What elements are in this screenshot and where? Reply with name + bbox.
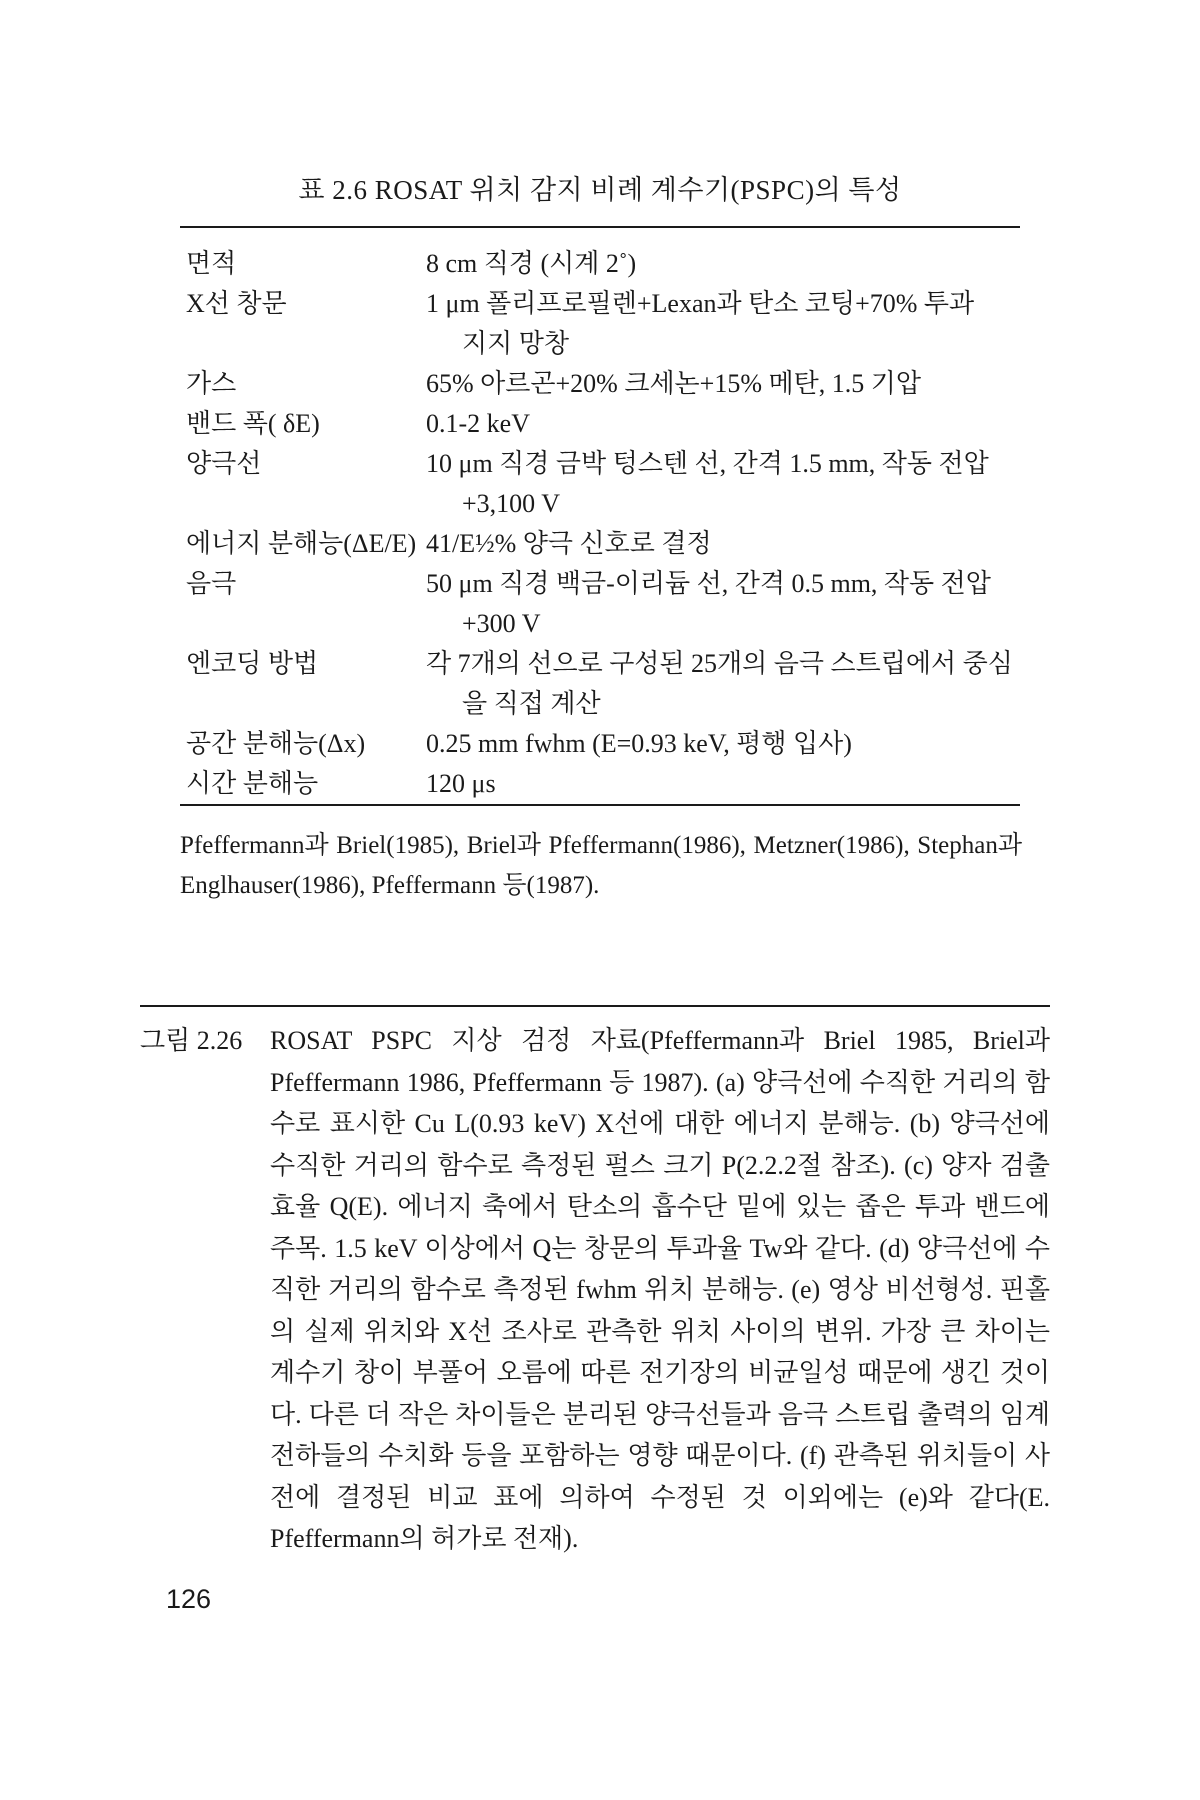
spec-row-energy-resolution [186, 524, 1020, 564]
spec-row-time-resolution [186, 764, 1020, 804]
spec-label: 밴드 폭( δE) [186, 409, 320, 438]
table-top-rule [180, 226, 1020, 228]
spec-row-spatial-resolution [186, 724, 1020, 764]
page-number: 126 [166, 1584, 212, 1614]
spec-value [426, 564, 1020, 644]
spec-value [426, 364, 1020, 404]
spec-label: 공간 분해능(Δx) [186, 729, 366, 758]
figure-caption-head [140, 1020, 1050, 1062]
spec-value [426, 244, 1020, 284]
table-caption: 표 2.6 ROSAT 위치 감지 비례 계수기(PSPC)의 특성 [298, 175, 902, 205]
spec-label: 시간 분해능 [186, 769, 319, 798]
spec-value-text: 41/E½% 양극 신호로 결정 [426, 529, 712, 558]
spec-row-xray-window [186, 284, 1020, 364]
spec-value-text: 10 μm 직경 금박 텅스텐 선, 간격 1.5 mm, 작동 전압 [426, 449, 989, 478]
figure-label: 그림 2.26 [140, 1026, 243, 1055]
spec-value [426, 284, 1020, 364]
spec-value-continuation: 을 직접 계산 [462, 689, 601, 718]
spec-value [426, 444, 1020, 524]
table-references: Pfeffermann과 Briel(1985), Briel과 Pfeffermann(1986), Metzner(1986), Stephan과 Englhauser(1986), Pfeffermann 등(1987). [180, 832, 1022, 899]
figure-caption [140, 1020, 1050, 1560]
spec-label: 음극 [186, 569, 237, 598]
spec-row-area [186, 244, 1020, 284]
spec-value-text: 각 7개의 선으로 구성된 25개의 음극 스트립에서 중심 [426, 649, 1013, 678]
spec-value [426, 764, 1020, 804]
spec-value-continuation: 지지 망창 [462, 329, 569, 358]
spec-value-text: 8 cm 직경 (시계 2˚) [426, 249, 637, 278]
spec-label: 면적 [186, 249, 237, 278]
spec-value [426, 644, 1020, 724]
spec-value [426, 404, 1020, 444]
spec-value-text: 0.25 mm fwhm (E=0.93 keV, 평행 입사) [426, 729, 852, 758]
spec-row-cathode [186, 564, 1020, 644]
spec-value [426, 724, 1020, 764]
spec-value-text: 1 μm 폴리프로필렌+Lexan과 탄소 코팅+70% 투과 [426, 289, 975, 318]
figure-caption-rule [140, 1005, 1050, 1007]
spec-row-bandwidth [186, 404, 1020, 444]
spec-value-continuation: +300 V [462, 609, 541, 638]
spec-table [186, 244, 1020, 804]
spec-value [426, 524, 1020, 564]
spec-label: 가스 [186, 369, 237, 398]
spec-label: X선 창문 [186, 289, 287, 318]
spec-label: 에너지 분해능(ΔE/E) [186, 529, 417, 558]
spec-value-text: 120 μs [426, 769, 496, 798]
spec-row-anode-wire [186, 444, 1020, 524]
table-bottom-rule [180, 804, 1020, 806]
figure-caption-first-line: ROSAT PSPC 지상 검정 자료(Pfeffermann과 Briel 1985, Briel과 [270, 1026, 1050, 1055]
spec-label: 엔코딩 방법 [186, 649, 319, 678]
spec-value-text: 50 μm 직경 백금-이리듐 선, 간격 0.5 mm, 작동 전압 [426, 569, 991, 598]
spec-value-continuation: +3,100 V [462, 489, 560, 518]
spec-row-encoding [186, 644, 1020, 724]
spec-value-text: 0.1-2 keV [426, 409, 530, 438]
figure-caption-body: Pfeffermann 1986, Pfeffermann 등 1987). (a) 양극선에 수직한 거리의 함수로 표시한 Cu L(0.93 keV) X선에 대한 에너지 분해능. (b) 양극선에 수직한 거리의 함수로 측정된 펄스 크기 P(2.2.2절 참조). (c) 양자 검출 효율 Q(E). 에너지 축에서 탄소의 흡수단 밑에 있는 좁은 투과 밴드에 주목. 1.5 keV 이상에서 Q는 창문의 투과율 Tw와 같다. (d) 양극선에 수직한 거리의 함수로 측정된 fwhm 위치 분해능. (e) 영상 비선형성. 핀홀의 실제 위치와 X선 조사로 관측한 위치 사이의 변위. 가장 큰 차이는 계수기 창이 부풀어 오름에 따른 전기장의 비균일성 때문에 생긴 것이다. 다른 더 작은 차이들은 분리된 양극선들과 음극 스트립 출력의 임계 전하들의 수치화 등을 포함하는 영향 때문이다. (f) 관측된 위치들이 사전에 결정된 비교 표에 의하여 수정된 것 이외에는 (e)와 같다(E. Pfeffermann의 허가로 전재). [270, 1067, 1050, 1553]
spec-label: 양극선 [186, 449, 262, 478]
spec-value-text: 65% 아르곤+20% 크세논+15% 메탄, 1.5 기압 [426, 369, 921, 398]
spec-row-gas [186, 364, 1020, 404]
